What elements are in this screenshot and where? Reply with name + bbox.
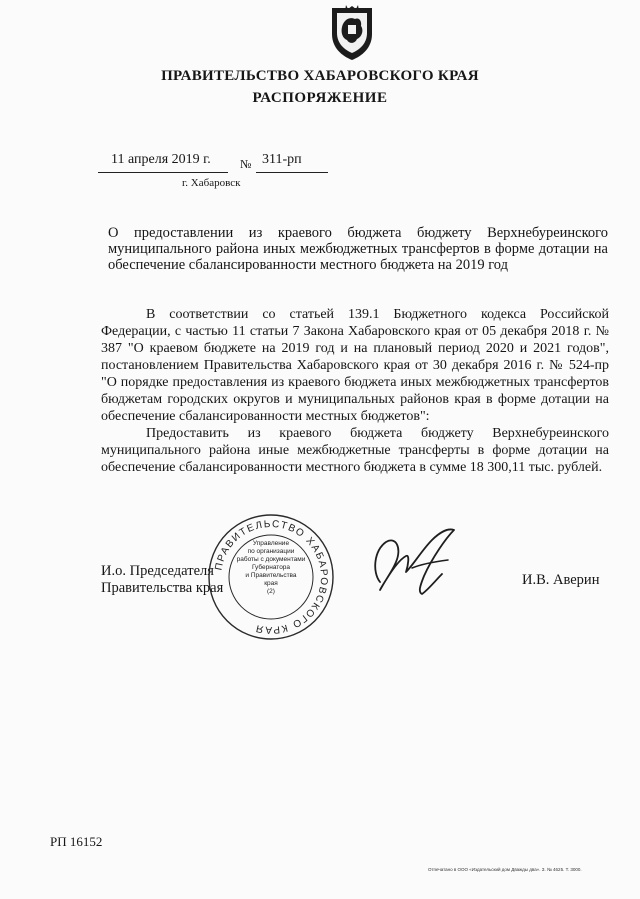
registration-number: РП 16152 <box>50 834 103 849</box>
issue-city: г. Хабаровск <box>182 177 241 189</box>
body-paragraph-1: В соответствии со статьей 139.1 Бюджетного кодекса Российской Федерации, с частью 11 статьи 7 Закона Хабаровского края от 05 декабря 2018 г. № 387 "О краевом бюджете на 2019 год и на плановый период 2020 и 2021 годов", постановлением Правительства Хабаровского края от 30 декабря 2016 г. № 524-пр "О порядке предоставления из краевого бюджета иных межбюджетных трансфертов бюджетам городских округов и муниципальных районов края в форме дотации на обеспечение сбалансированности местных бюджетов": <box>101 307 609 424</box>
body-paragraph-2: Предоставить из краевого бюджета бюджету Верхнебуреинского муниципального района иные межбюджетные трансферты в форме дотации на обеспечение сбалансированности местного бюджета в сумме 18 300,11 тыс. рублей. <box>101 426 609 475</box>
signer-name: И.В. Аверин <box>522 572 600 588</box>
stamp-line-2: по организации <box>247 548 295 555</box>
government-title: ПРАВИТЕЛЬСТВО ХАБАРОВСКОГО КРАЯ <box>161 68 479 84</box>
coat-of-arms-emblem <box>328 4 376 62</box>
stamp-line-1: Управление <box>252 540 290 547</box>
document-type-heading: РАСПОРЯЖЕНИЕ <box>252 90 388 106</box>
handwritten-signature <box>362 520 472 600</box>
printing-note: Отпечатано в ООО «Издательский дом Дважды два». З. № 4625. Т. 3000. <box>428 867 582 872</box>
stamp-line-7: (2) <box>267 588 275 595</box>
stamp-line-4: Губернатора <box>251 564 291 571</box>
stamp-inner-text <box>226 540 316 596</box>
stamp-line-3: работы с документами <box>236 556 306 563</box>
signer-position <box>101 563 223 597</box>
order-date: 11 апреля 2019 г. <box>111 152 211 167</box>
stamp-ring-text: ПРАВИТЕЛЬСТВО ХАБАРОВСКОГО КРАЯ <box>213 518 330 636</box>
stamp-line-5: и Правительства <box>245 572 297 579</box>
signer-position-line-2: Правительства края <box>101 580 224 596</box>
order-number: 311-рп <box>262 152 302 167</box>
date-underline <box>98 172 228 173</box>
signer-position-line-1: И.о. Председателя <box>101 563 214 579</box>
number-sign: № <box>240 157 252 171</box>
order-body <box>101 306 609 476</box>
number-underline <box>256 172 328 173</box>
stamp-line-6: края <box>264 580 278 587</box>
order-subject: О предоставлении из краевого бюджета бюджету Верхнебуреинского муниципального района иных межбюджетных трансфертов в форме дотации на обеспечение сбалансированности местного бюджета на 2019 год <box>108 225 608 273</box>
